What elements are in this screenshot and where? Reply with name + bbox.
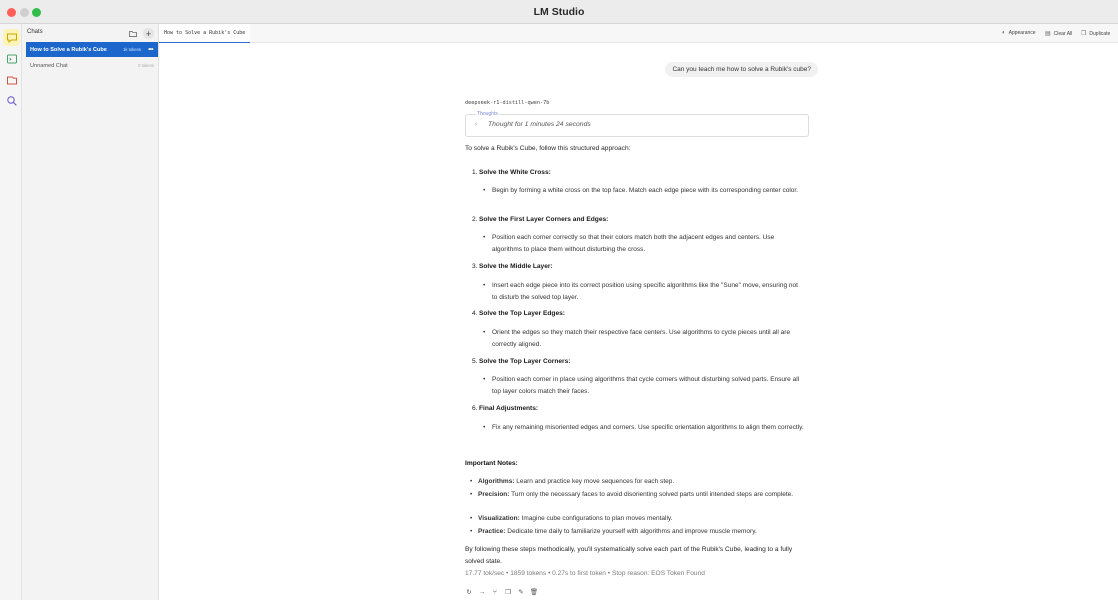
step-detail: • Orient the edges so they match their respective face centers. Use algorithms to cycle pieces until all are correctly aligned. xyxy=(483,329,791,348)
branch-icon[interactable]: ⑂ xyxy=(493,588,497,596)
duplicate-icon: ❐ xyxy=(1081,31,1087,37)
window-title: LM Studio xyxy=(533,6,585,18)
chats-sidebar xyxy=(22,24,159,600)
thoughts-label: Thoughts xyxy=(477,111,498,117)
regenerate-icon[interactable]: ↻ xyxy=(466,589,472,596)
chat-token-count: 1k tokens xyxy=(123,47,141,52)
duplicate-button[interactable] xyxy=(1081,30,1110,37)
chat-token-count: 0 tokens xyxy=(138,63,154,68)
step-detail: • Position each corner correctly so that their colors match both the adjacent edges and centers. Use algorithms to place them without disturbing the cross. xyxy=(483,234,775,253)
response-intro: To solve a Rubik's Cube, follow this structured approach: xyxy=(465,145,631,152)
message-actions xyxy=(465,588,538,596)
palette-icon: ◐ xyxy=(1002,30,1006,36)
clear-all-label: Clear All xyxy=(1053,30,1073,37)
search-icon[interactable] xyxy=(3,92,20,109)
step-title: 2. Solve the First Layer Corners and Edges: xyxy=(472,216,609,223)
duplicate-label: Duplicate xyxy=(1089,30,1111,37)
chat-list-item[interactable] xyxy=(26,58,158,73)
step-detail: • Begin by forming a white cross on the top face. Match each edge piece with its corresponding center color. xyxy=(483,187,799,194)
step-detail: • Position each corner in place using algorithms that cycle corners without disturbing solved parts. Ensure all top layer colors match their faces. xyxy=(483,376,800,395)
appearance-button[interactable] xyxy=(1002,30,1036,36)
thoughts-summary: Thought for 1 minutes 24 seconds xyxy=(488,121,591,128)
generation-stats: 17.77 tok/sec • 1859 tokens • 0.27s to first token • Stop reason: EOS Token Found xyxy=(465,570,705,577)
thoughts-panel[interactable] xyxy=(465,111,809,137)
user-message: Can you teach me how to solve a Rubik's cube? xyxy=(665,62,818,77)
note-item: • Visualization: Imagine cube configurations to plan moves mentally. xyxy=(470,515,673,522)
delete-icon[interactable]: 🗑 xyxy=(529,589,539,596)
chat-icon[interactable] xyxy=(3,29,20,46)
chat-title: Unnamed Chat xyxy=(30,62,68,69)
copy-icon[interactable]: ❐ xyxy=(505,589,511,596)
step-title: 3. Solve the Middle Layer: xyxy=(472,263,553,270)
tab-current-chat[interactable]: How to Solve a Rubik's Cube xyxy=(159,24,250,43)
step-title: 4. Solve the Top Layer Edges: xyxy=(472,310,565,317)
note-item: • Practice: Dedicate time daily to familiarize yourself with algorithms and improve muscle memory. xyxy=(470,528,757,535)
clear-icon: ▤ xyxy=(1045,31,1051,37)
edit-icon[interactable]: ✎ xyxy=(518,589,524,596)
clear-all-button[interactable] xyxy=(1045,30,1072,37)
model-name: deepseek-r1-distill-qwen-7b xyxy=(465,100,550,106)
conversation-pane xyxy=(159,43,1118,600)
models-icon[interactable] xyxy=(3,71,20,88)
step-title: 1. Solve the White Cross: xyxy=(472,169,551,176)
step-detail: • Insert each edge piece into its correct position using specific algorithms like the "Sune" move, ensuring not to disturb the solved top layer. xyxy=(483,282,798,301)
new-chat-button[interactable]: + xyxy=(143,28,154,39)
step-title: 6. Final Adjustments: xyxy=(472,405,539,412)
new-folder-icon[interactable] xyxy=(127,28,138,39)
notes-heading: Important Notes: xyxy=(465,460,518,467)
mode-rail xyxy=(0,24,22,600)
note-item: • Precision: Turn only the necessary faces to avoid disorienting solved parts until intended steps are complete. xyxy=(470,491,794,498)
note-item: • Algorithms: Learn and practice key move sequences for each step. xyxy=(470,478,675,485)
tab-bar xyxy=(159,24,1118,43)
title-bar xyxy=(0,0,1118,24)
developer-icon[interactable] xyxy=(3,50,20,67)
chat-title: How to Solve a Rubik's Cube xyxy=(30,46,107,53)
chevron-right-icon[interactable]: › xyxy=(475,122,477,128)
response-conclusion: By following these steps methodically, you'll systematically solve each part of the Rubik's Cube, leading to a fully solved state. xyxy=(465,546,793,565)
chat-list-item-selected[interactable] xyxy=(26,42,158,57)
step-title: 5. Solve the Top Layer Corners: xyxy=(472,358,571,365)
more-options-icon[interactable]: ••• xyxy=(148,46,153,53)
step-detail: • Fix any remaining misoriented edges and corners. Use specific orientation algorithms to align them correctly. xyxy=(483,424,804,431)
continue-icon[interactable]: → xyxy=(478,588,486,596)
chats-header: Chats xyxy=(27,29,43,35)
appearance-label: Appearance xyxy=(1008,30,1036,36)
